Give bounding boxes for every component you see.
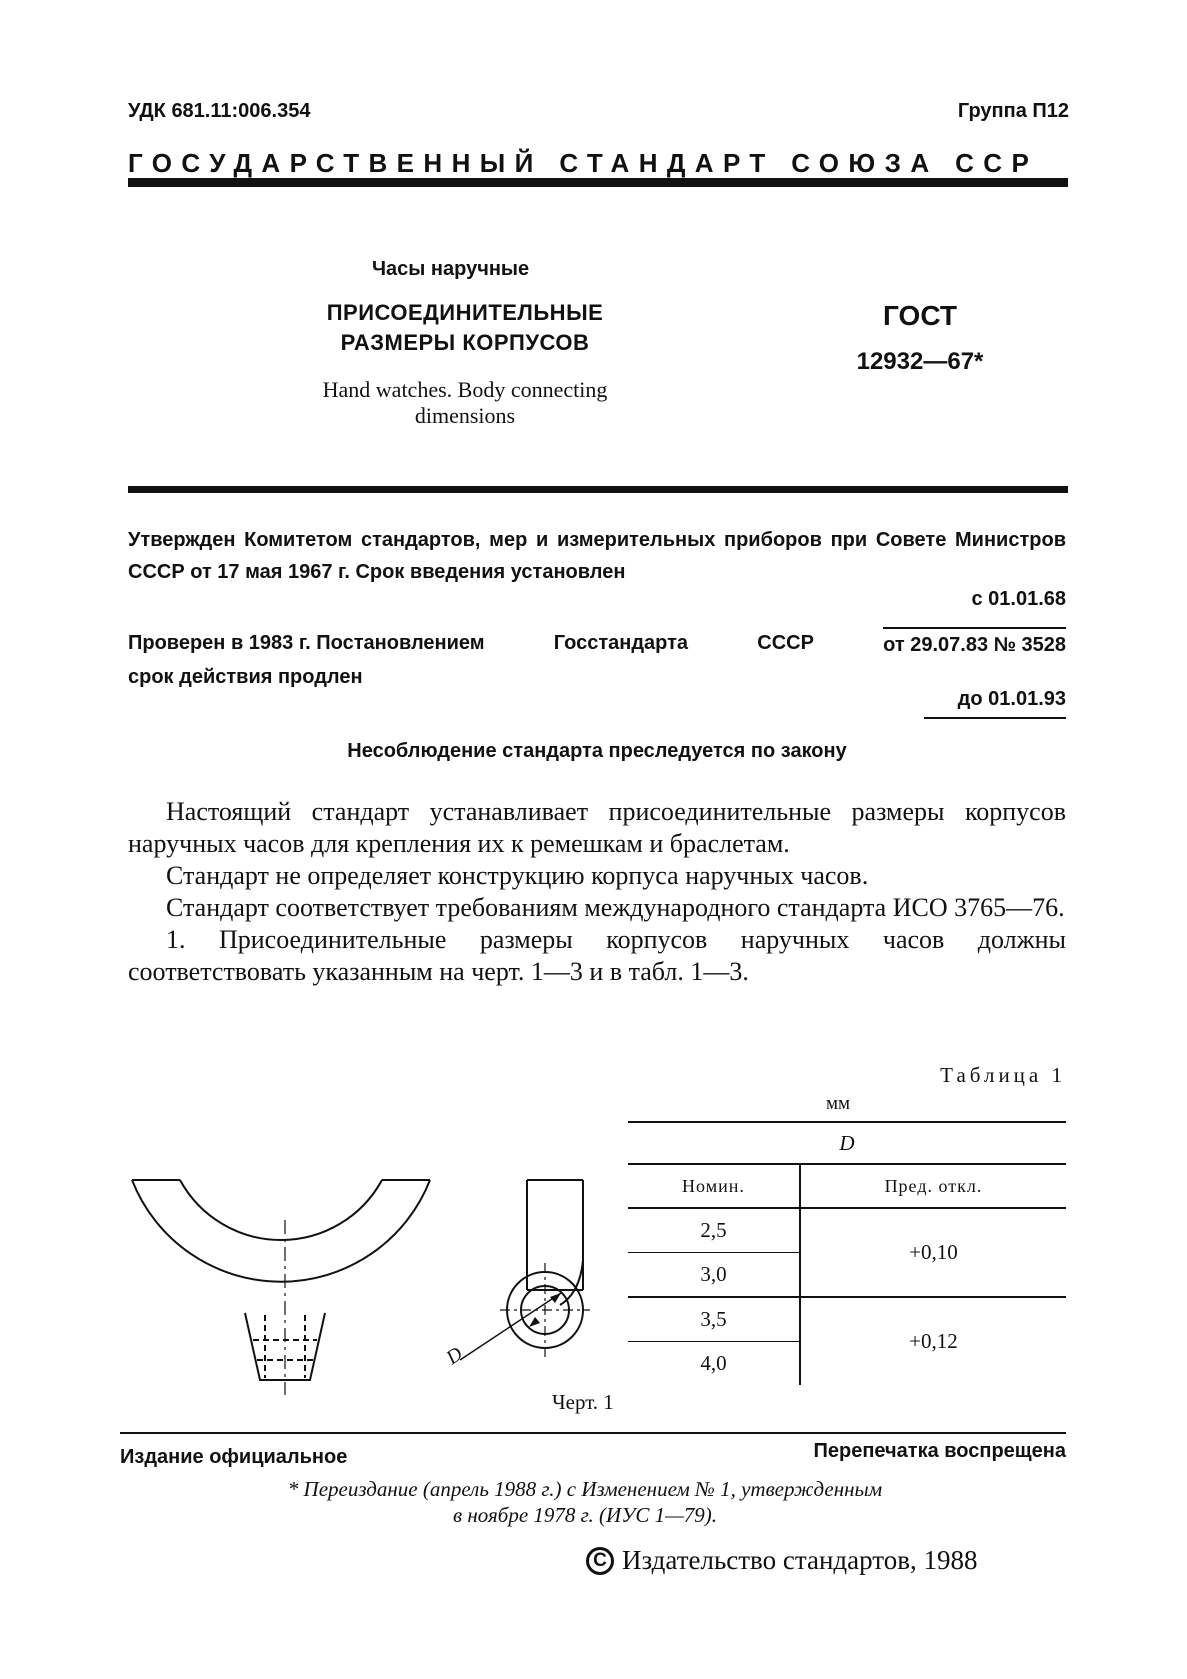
reissue-note: [190, 1476, 980, 1528]
revision-part-1: Проверен в 1983 г. Постановлением: [128, 632, 485, 654]
legal-warning: Несоблюдение стандарта преследуется по закону: [347, 740, 847, 762]
english-title: [250, 377, 680, 429]
title-rule: [128, 486, 1068, 493]
udk-code: УДК 681.11:006.354: [128, 100, 311, 122]
title-line-1: ПРИСОЕДИНИТЕЛЬНЫЕ: [326, 300, 604, 325]
figure-caption: Черт. 1: [552, 1390, 614, 1414]
publisher-name: Издательство стандартов, 1988: [622, 1545, 978, 1575]
approval-text: Утвержден Комитетом стандартов, мер и измерительных приборов при Совете Министров СССР от 17 мая 1967 г. Срок введения установлен: [128, 529, 1066, 583]
gost-label: ГОСТ: [883, 300, 957, 331]
revision-part-2: Госстандарта: [553, 632, 689, 654]
revision-line-2: срок действия продлен: [128, 666, 363, 688]
document-title: [290, 298, 640, 358]
watch-case-drawing: [120, 1165, 600, 1405]
case-lug: [245, 1313, 325, 1380]
deviation-value: +0,12: [909, 1329, 958, 1353]
table-row: [628, 1208, 1066, 1253]
paragraph-scope: Настоящий стандарт устанавливает присоединительные размеры корпусов наручных часов для крепления их к ремешкам и браслетам.: [128, 797, 1066, 858]
table-unit: мм: [826, 1093, 851, 1114]
column-nominal: Номин.: [628, 1164, 800, 1208]
header-rule: [128, 178, 1068, 187]
english-title-line-1: Hand watches. Body connecting: [322, 377, 608, 402]
subject-title: Часы наручные: [372, 258, 530, 280]
revision-part-3: СССР: [757, 632, 814, 654]
state-standard-heading: ГОСУДАРСТВЕННЫЙ СТАНДАРТ СОЮЗА ССР: [128, 148, 1039, 178]
dimension-label-d: D: [442, 1342, 467, 1370]
reissue-line-2: в ноябре 1978 г. (ИУС 1—79).: [452, 1503, 718, 1527]
revision-info: [128, 627, 1066, 693]
paragraph-not-defined: Стандарт не определяет конструкцию корпуса наручных часов.: [166, 861, 869, 890]
case-inner-arc: [180, 1180, 382, 1240]
nominal-value: 4,0: [628, 1342, 800, 1386]
publisher-line: [586, 1545, 977, 1576]
revision-line: [128, 627, 1066, 661]
body-text: [128, 796, 1066, 988]
table-parameter: D: [628, 1122, 1066, 1164]
reissue-line-1: * Переиздание (апрель 1988 г.) с Изменением № 1, утвержденным: [287, 1477, 883, 1501]
deviation-value: +0,10: [800, 1208, 1066, 1297]
table-caption: Таблица 1: [940, 1063, 1066, 1087]
english-title-line-2: dimensions: [414, 403, 516, 428]
table-row: [628, 1297, 1066, 1342]
end-date: до 01.01.93: [957, 688, 1066, 710]
group-code: Группа П12: [957, 100, 1069, 122]
copyright-icon: C: [586, 1547, 614, 1575]
title-line-2: РАЗМЕРЫ КОРПУСОВ: [340, 330, 590, 355]
nominal-value: 3,0: [628, 1253, 800, 1298]
revision-part-4: от 29.07.83 № 3528: [883, 627, 1066, 661]
case-outer-arc: [132, 1180, 430, 1282]
column-deviation: Пред. откл.: [800, 1164, 1066, 1208]
dimensions-table: [628, 1121, 1066, 1385]
footer-rule: [120, 1432, 1066, 1434]
nominal-value: 3,5: [628, 1297, 800, 1342]
nominal-value: 2,5: [628, 1208, 800, 1253]
paragraph-requirement-1: 1. Присоединительные размеры корпусов наручных часов должны соответствовать указанным на черт. 1—3 и в табл. 1—3.: [128, 925, 1066, 986]
start-date: с 01.01.68: [971, 588, 1066, 610]
reprint-notice: Перепечатка воспрещена: [813, 1440, 1066, 1462]
end-date-rule: [924, 717, 1066, 719]
paragraph-iso: Стандарт соответствует требованиям международного стандарта ИСО 3765—76.: [166, 893, 1065, 922]
gost-number: 12932—67*: [856, 348, 984, 375]
official-edition: Издание официальное: [120, 1446, 348, 1468]
